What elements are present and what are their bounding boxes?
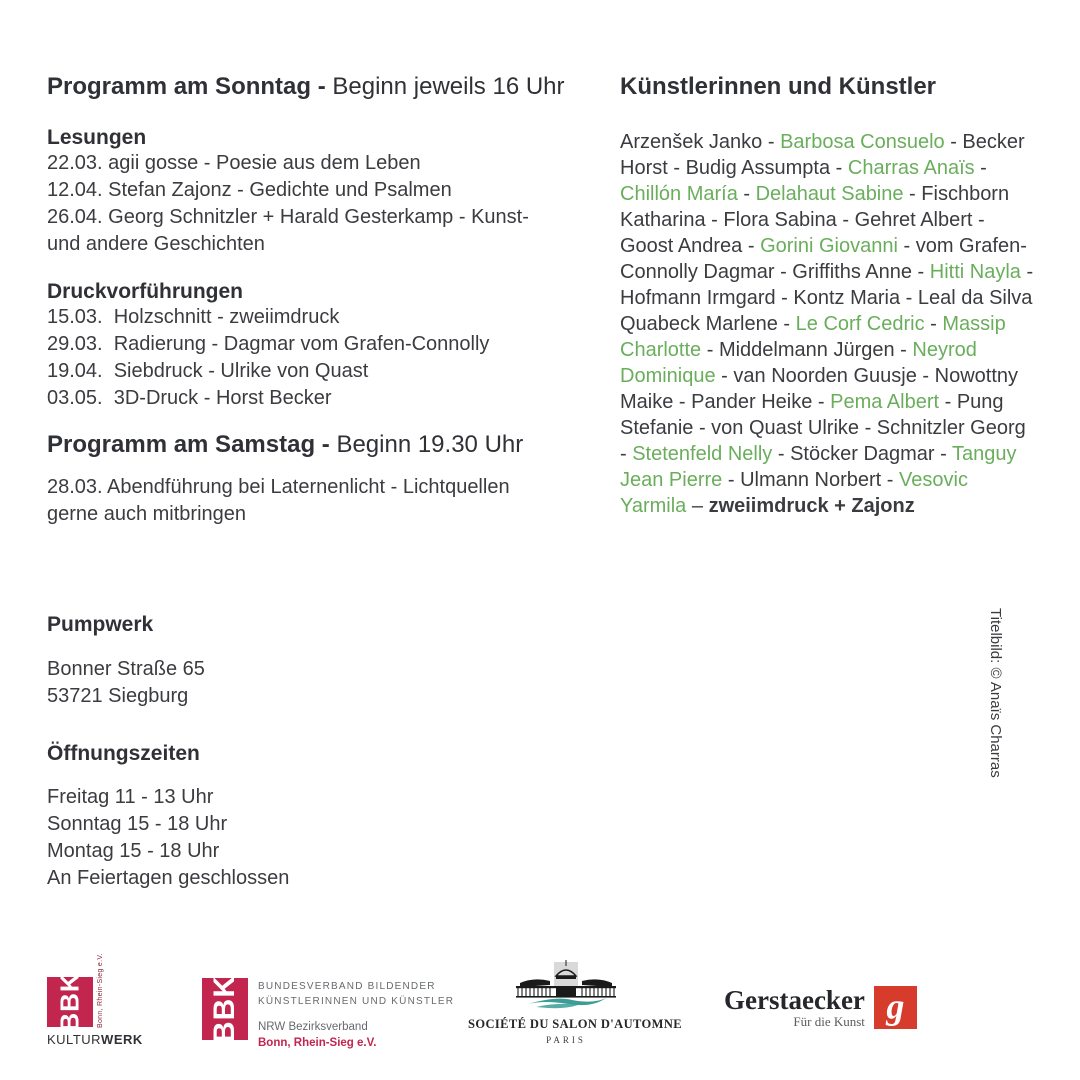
kulturwerk-label-bold: WERK [101, 1032, 143, 1047]
artist-name: Pema Albert [830, 391, 940, 413]
bbk-nrw-line3: NRW Bezirksverband [258, 1021, 368, 1033]
artist-name: vom Grafen-Connolly Dagmar [620, 235, 1027, 283]
program-saturday-heading-time: Beginn 19.30 Uhr [336, 431, 524, 458]
artists-heading: Künstlerinnen und Künstler [620, 73, 937, 100]
bbk-logo-text: BBK [54, 972, 85, 1032]
kulturwerk-side-text: Bonn, Rhein-Sieg e.V. [97, 953, 104, 1028]
kulturwerk-label-regular: KULTUR [47, 1032, 102, 1047]
artist-name: Arzenšek Janko [620, 131, 763, 153]
program-sunday-heading-time: Beginn jeweils 16 Uhr [332, 73, 565, 100]
artist-name: Neyrod Dominique [620, 339, 977, 387]
artist-name: Tanguy Jean Pierre [620, 443, 1017, 491]
artist-separator: - [775, 287, 794, 309]
artist-separator: - [859, 417, 877, 439]
artist-name: Pander Heike [691, 391, 813, 413]
bbk-nrw-logo [202, 975, 248, 1043]
artist-separator: - [897, 235, 916, 257]
lesungen-item: 26.04. Georg Schnitzler + Harald Gesterkamp - Kunst- und andere Geschichten [47, 206, 535, 255]
artist-name: Flora Sabina [723, 209, 837, 231]
artist-name: Massip Charlotte [620, 313, 1006, 361]
artist-separator: - [737, 183, 756, 205]
artists-list [620, 129, 1034, 519]
artist-name: Ulmann Norbert [740, 469, 882, 491]
hours-item: Freitag 11 - 13 Uhr [47, 786, 214, 808]
druck-item: 29.03. Radierung - Dagmar vom Grafen-Connolly [47, 333, 490, 355]
artist-separator: - [774, 261, 793, 283]
artist-separator: - [903, 183, 922, 205]
gerstaecker-logo [724, 986, 917, 1029]
artist-separator: - [722, 469, 741, 491]
gerstaecker-tagline: Für die Kunst [793, 1014, 865, 1029]
artist-separator: - [916, 365, 935, 387]
artist-name: Becker Horst [620, 131, 1025, 179]
artist-name: Barbosa Consuelo [780, 131, 945, 153]
hours-item: Montag 15 - 18 Uhr [47, 840, 220, 862]
gerstaecker-name: Gerstaecker [724, 985, 865, 1015]
venue-address [47, 656, 205, 710]
artist-name: Kontz Maria [793, 287, 901, 309]
program-saturday-heading [47, 431, 523, 459]
artist-separator: - [620, 443, 633, 465]
lesungen-section [47, 126, 567, 258]
artist-separator: - [673, 391, 692, 413]
lesungen-item: 12.04. Stefan Zajonz - Gedichte und Psalmen [47, 179, 452, 201]
artist-separator: - [1020, 261, 1034, 283]
hours-item: Sonntag 15 - 18 Uhr [47, 813, 228, 835]
artist-name: Pung Stefanie [620, 391, 1004, 439]
artist-name: Vesovic Yarmila [620, 469, 968, 517]
artist-name: Gorini Giovanni [760, 235, 898, 257]
bbk-nrw-line4: Bonn, Rhein-Sieg e.V. [258, 1037, 377, 1049]
artist-name: Nowottny Maike [620, 365, 1018, 413]
artist-separator: - [836, 209, 855, 231]
artist-separator: - [701, 339, 719, 361]
artist-separator: - [944, 131, 963, 153]
artist-separator: - [667, 157, 686, 179]
gerstaecker-g-icon [874, 986, 917, 1029]
kulturwerk-label [47, 1032, 143, 1047]
artist-name: Hofmann Irmgard [620, 287, 776, 309]
salon-city: PARIS [546, 1035, 586, 1045]
artist-name: Delahaut Sabine [755, 183, 904, 205]
artist-name: Griffiths Anne [792, 261, 912, 283]
artist-separator: - [924, 313, 943, 335]
bbk-nrw-text-block [258, 979, 454, 1051]
program-sunday-heading-bold: Programm am Sonntag - [47, 73, 333, 100]
artist-name: von Quast Ulrike [711, 417, 860, 439]
saturday-note: 28.03. Abendführung bei Laternenlicht - Lichtquellen gerne auch mitbringen [47, 476, 510, 525]
lesungen-item: 22.03. agii gosse - Poesie aus dem Leben [47, 152, 421, 174]
artist-separator: - [881, 469, 900, 491]
artist-separator: - [742, 235, 761, 257]
artist-name: Goost Andrea [620, 235, 743, 257]
artist-separator: - [934, 443, 952, 465]
artist-name: Middelmann Jürgen [718, 339, 895, 361]
artist-separator: - [693, 417, 712, 439]
artist-name: Chillón María [620, 183, 738, 205]
druck-item: 19.04. Siebdruck - Ulrike von Quast [47, 360, 369, 382]
artist-separator: - [900, 287, 918, 309]
artist-separator: - [715, 365, 734, 387]
artist-name: Stetenfeld Nelly [632, 443, 773, 465]
lesungen-heading: Lesungen [47, 126, 147, 149]
artist-separator: - [974, 157, 987, 179]
artist-separator: – [686, 495, 709, 517]
druck-item: 15.03. Holzschnitt - zweiimdruck [47, 306, 340, 328]
artist-name: Hitti Nayla [929, 261, 1021, 283]
salon-building-icon [506, 960, 626, 1010]
hours-item: An Feiertagen geschlossen [47, 867, 290, 889]
hours-list [47, 784, 289, 892]
venue-street: Bonner Straße 65 [47, 658, 205, 680]
hours-heading: Öffnungszeiten [47, 742, 200, 765]
artist-name: Fischborn Katharina [620, 183, 1010, 231]
artist-separator: - [939, 391, 957, 413]
artist-name: Schnitzler Georg [876, 417, 1026, 439]
artist-name: Leal da Silva Quabeck Marlene [620, 287, 1033, 335]
artist-name: zweiimdruck + Zajonz [708, 495, 915, 517]
druckvorfuehrungen-section [47, 280, 489, 412]
program-saturday-heading-bold: Programm am Samstag - [47, 431, 337, 458]
bbk-kulturwerk-logo [47, 972, 93, 1032]
artist-separator: - [830, 157, 848, 179]
cover-image-credit: Titelbild: © Anaïs Charras [987, 608, 1004, 778]
artist-separator: - [972, 209, 985, 231]
artist-separator: - [705, 209, 724, 231]
salon-automne-logo [468, 960, 683, 1045]
artist-name: van Noorden Guusje [733, 365, 917, 387]
artist-name: Charras Anaïs [847, 157, 975, 179]
venue-city: 53721 Siegburg [47, 685, 189, 707]
artist-separator: - [812, 391, 831, 413]
artist-separator: - [894, 339, 913, 361]
artist-name: Stöcker Dagmar [790, 443, 935, 465]
venue-name: Pumpwerk [47, 613, 154, 636]
artist-separator: - [912, 261, 930, 283]
gerstaecker-text-block [724, 986, 865, 1029]
salon-name: SOCIÉTÉ DU SALON D'AUTOMNE [468, 1017, 683, 1031]
artist-name: Gehret Albert [854, 209, 973, 231]
bbk-logo-text: BBK [208, 975, 241, 1043]
program-sunday-heading [47, 73, 565, 101]
gerstaecker-g-glyph: g [886, 985, 905, 1026]
druck-item: 03.05. 3D-Druck - Horst Becker [47, 387, 332, 409]
artist-separator: - [772, 443, 791, 465]
artist-separator: - [777, 313, 796, 335]
bbk-nrw-line2: KÜNSTLERINNEN UND KÜNSTLER [258, 996, 455, 1007]
artist-name: Budig Assumpta [685, 157, 831, 179]
druckvorfuehrungen-heading: Druckvorführungen [47, 280, 244, 303]
artist-separator: - [762, 131, 781, 153]
artist-name: Le Corf Cedric [795, 313, 925, 335]
bbk-nrw-line1: BUNDESVERBAND BILDENDER [258, 981, 436, 992]
